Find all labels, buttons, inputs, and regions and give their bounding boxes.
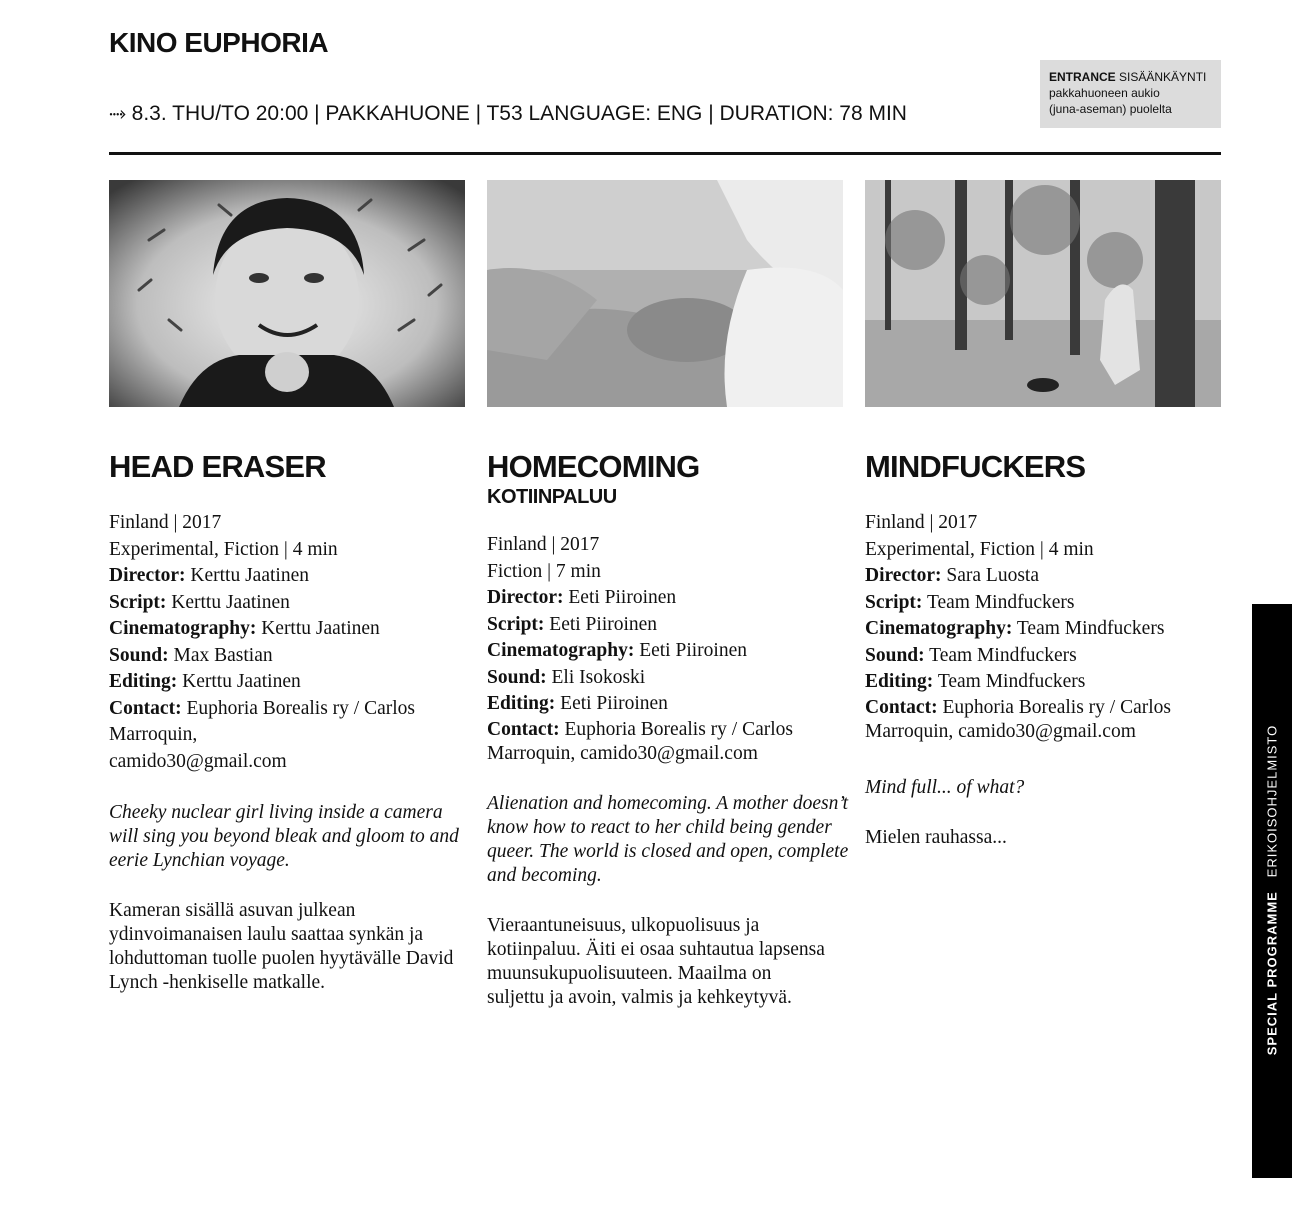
credit-sound: Sound: Max Bastian bbox=[109, 644, 273, 666]
synopsis-finnish: Kameran sisällä asuvan julkean ydinvoimanaisen laulu saattaa synkän ja lohduttoman tuolle puolen hyytävälle David Lynch -henkiselle matkalle. bbox=[109, 900, 454, 993]
section-sidebar-tab bbox=[1252, 604, 1292, 1178]
page-title: KINO EUPHORIA bbox=[109, 27, 329, 58]
entrance-label-fi: SISÄÄNKÄYNTI bbox=[1119, 70, 1207, 84]
synopsis-english: Mind full... of what? bbox=[865, 776, 1025, 798]
synopsis-finnish: Vieraantuneisuus, ulkopuolisuus ja kotiinpaluu. Äiti ei osaa suhtautua lapsensa muunsukupuolisuuteen. Maailma on suljettu ja avoin, valmis ja kehkeytyvä. bbox=[487, 914, 825, 1008]
credit-editing: Editing: Eeti Piiroinen bbox=[487, 693, 668, 714]
country-year: Finland | 2017 bbox=[487, 534, 600, 555]
film-title: HOMECOMING bbox=[487, 449, 700, 484]
credit-script: Script: Team Mindfuckers bbox=[865, 591, 1075, 613]
film-title: HEAD ERASER bbox=[109, 449, 326, 484]
genre-duration: Experimental, Fiction | 4 min bbox=[865, 538, 1094, 560]
credit-director: Director: Kerttu Jaatinen bbox=[109, 565, 309, 586]
credit-script: Script: Eeti Piiroinen bbox=[487, 613, 658, 635]
film-column-head-eraser bbox=[109, 448, 469, 995]
film-column-mindfuckers bbox=[865, 448, 1225, 850]
credit-contact: Contact: Euphoria Borealis ry / Carlos Marroquin, bbox=[109, 697, 415, 745]
film-title: MINDFUCKERS bbox=[865, 449, 1086, 484]
arrow-icon: ⤑ bbox=[109, 102, 126, 125]
credit-director: Director: Sara Luosta bbox=[865, 565, 1039, 586]
film-column-homecoming bbox=[487, 448, 847, 1010]
header-divider bbox=[109, 152, 1221, 155]
film-still-mindfuckers bbox=[865, 180, 1221, 407]
film-credits bbox=[109, 510, 469, 775]
entrance-label: ENTRANCE bbox=[1049, 70, 1116, 84]
credit-cinematography: Cinematography: Eeti Piiroinen bbox=[487, 640, 747, 661]
credit-script: Script: Kerttu Jaatinen bbox=[109, 591, 290, 613]
country-year: Finland | 2017 bbox=[865, 512, 978, 533]
credit-cinematography: Cinematography: Team Mindfuckers bbox=[865, 618, 1165, 639]
film-still-homecoming bbox=[487, 180, 843, 407]
synopsis-english: Alienation and homecoming. A mother doesn’t know how to react to her child being gender queer. The world is closed and open, complete and becoming. bbox=[487, 792, 849, 886]
screening-info bbox=[109, 101, 907, 126]
credit-editing: Editing: Kerttu Jaatinen bbox=[109, 671, 301, 692]
section-label-secondary: ERIKOISOHJELMISTO bbox=[1264, 724, 1280, 878]
credit-contact: Contact: Euphoria Borealis ry / Carlos Marroquin, camido30@gmail.com bbox=[487, 718, 793, 764]
section-label-primary: SPECIAL PROGRAMME bbox=[1264, 891, 1280, 1056]
credit-sound: Sound: Team Mindfuckers bbox=[865, 644, 1077, 666]
credit-director: Director: Eeti Piiroinen bbox=[487, 587, 677, 608]
country-year: Finland | 2017 bbox=[109, 512, 222, 533]
film-credits bbox=[865, 510, 1225, 744]
screening-info-text: 8.3. THU/TO 20:00 | PAKKAHUONE | T53 LANGUAGE: ENG | DURATION: 78 MIN bbox=[131, 102, 907, 125]
credit-editing: Editing: Team Mindfuckers bbox=[865, 671, 1086, 692]
film-credits bbox=[487, 532, 847, 766]
credit-cinematography: Cinematography: Kerttu Jaatinen bbox=[109, 618, 380, 639]
film-subtitle: KOTIINPALUU bbox=[487, 486, 617, 508]
credit-sound: Sound: Eli Isokoski bbox=[487, 666, 646, 688]
credit-contact: Contact: Euphoria Borealis ry / Carlos Marroquin, camido30@gmail.com bbox=[865, 696, 1171, 742]
synopsis-finnish: Mielen rauhassa... bbox=[865, 826, 1007, 848]
entrance-line-2: (juna-aseman) puolelta bbox=[1049, 102, 1172, 116]
entrance-line-1: pakkahuoneen aukio bbox=[1049, 86, 1160, 100]
synopsis-english: Cheeky nuclear girl living inside a camera will sing you beyond bleak and gloom to and eerie Lynchian voyage. bbox=[109, 802, 459, 871]
genre-duration: Experimental, Fiction | 4 min bbox=[109, 538, 338, 560]
contact-email: camido30@gmail.com bbox=[109, 750, 287, 772]
genre-duration: Fiction | 7 min bbox=[487, 560, 601, 582]
film-still-head-eraser bbox=[109, 180, 465, 407]
entrance-box bbox=[1040, 60, 1221, 128]
section-label bbox=[1265, 725, 1280, 1056]
